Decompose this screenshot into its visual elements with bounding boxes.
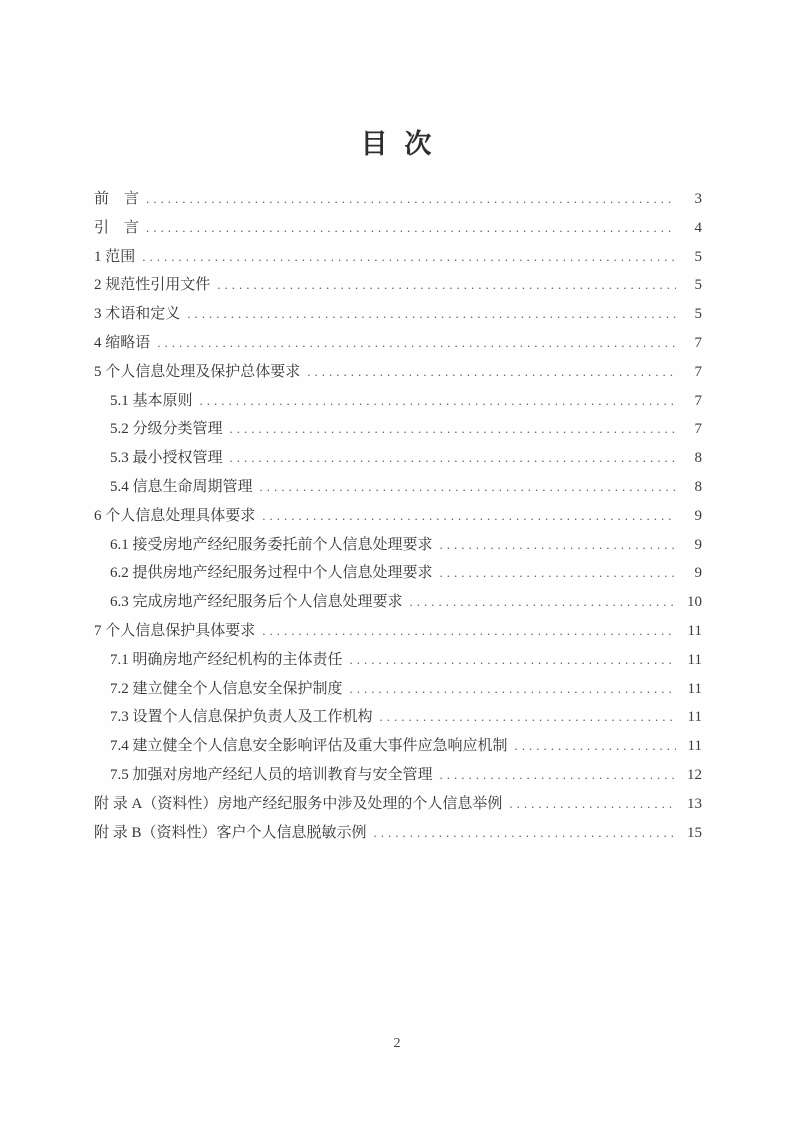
toc-entry-page: 7 xyxy=(694,334,702,351)
toc-leader-dots xyxy=(157,329,676,358)
toc-entry-label: 7.4 建立健全个人信息安全影响评估及重大事件应急响应机制 xyxy=(110,738,508,755)
toc-entry-label: 5.2 分级分类管理 xyxy=(110,421,223,438)
toc-entry-label: 引 言 xyxy=(94,219,140,236)
toc-entry-page: 12 xyxy=(687,766,702,783)
toc-leader-dots xyxy=(260,473,676,502)
toc-entry-page: 11 xyxy=(687,622,702,639)
toc-entry-page: 10 xyxy=(687,594,702,611)
toc-entry xyxy=(94,761,702,790)
page-footer xyxy=(0,1036,794,1052)
toc-entry xyxy=(94,675,702,704)
toc-entry-page: 9 xyxy=(694,536,702,553)
toc-entry-label: 7.5 加强对房地产经纪人员的培训教育与安全管理 xyxy=(110,766,433,783)
toc-leader-dots xyxy=(440,761,676,790)
page-number: 2 xyxy=(393,1036,401,1051)
toc-entry-page: 15 xyxy=(687,824,702,841)
toc-leader-dots xyxy=(230,415,676,444)
toc-entry xyxy=(94,243,702,272)
toc-entry-label: 5 个人信息处理及保护总体要求 xyxy=(94,363,301,380)
toc-entry xyxy=(94,819,702,848)
toc-leader-dots xyxy=(350,646,676,675)
toc-leader-dots xyxy=(410,588,676,617)
toc-entry-page: 4 xyxy=(694,219,702,236)
toc-entry-page: 3 xyxy=(694,191,702,207)
toc-leader-dots xyxy=(217,271,676,300)
toc-entry-page: 5 xyxy=(694,248,702,265)
toc-list xyxy=(94,185,702,847)
toc-entry-label: 5.4 信息生命周期管理 xyxy=(110,478,253,495)
toc-entry xyxy=(94,703,702,732)
toc-entry-page: 11 xyxy=(687,738,702,755)
toc-entry xyxy=(94,415,702,444)
toc-leader-dots xyxy=(187,300,676,329)
toc-entry-page: 11 xyxy=(687,651,702,668)
toc-entry xyxy=(94,502,702,531)
toc-leader-dots xyxy=(146,214,676,243)
toc-entry xyxy=(94,300,702,329)
toc-leader-dots xyxy=(440,559,676,588)
toc-entry-label: 7.1 明确房地产经纪机构的主体责任 xyxy=(110,651,343,668)
toc-entry-page: 13 xyxy=(687,795,702,812)
toc-entry xyxy=(94,271,702,300)
toc-entry-page: 8 xyxy=(694,450,702,467)
toc-entry xyxy=(94,531,702,560)
toc-entry xyxy=(94,387,702,416)
toc-entry xyxy=(94,732,702,761)
toc-entry-label: 6.3 完成房地产经纪服务后个人信息处理要求 xyxy=(110,594,403,611)
toc-entry-label: 附 录 B（资料性）客户个人信息脱敏示例 xyxy=(94,824,367,841)
toc-leader-dots xyxy=(515,732,676,761)
toc-entry-page: 5 xyxy=(694,306,702,323)
toc-entry-label: 5.3 最小授权管理 xyxy=(110,450,223,467)
toc-entry-label: 6 个人信息处理具体要求 xyxy=(94,507,256,524)
toc-entry xyxy=(94,358,702,387)
toc-entry xyxy=(94,617,702,646)
toc-title: 目 次 xyxy=(360,129,434,159)
toc-entry xyxy=(94,444,702,473)
toc-entry xyxy=(94,473,702,502)
toc-entry-page: 7 xyxy=(694,363,702,380)
toc-entry-page: 9 xyxy=(694,507,702,524)
toc-entry-page: 8 xyxy=(694,478,702,495)
toc-entry xyxy=(94,214,702,243)
toc-entry-label: 2 规范性引用文件 xyxy=(94,277,211,294)
toc-leader-dots xyxy=(374,819,676,848)
toc-leader-dots xyxy=(380,703,676,732)
toc-entry-label: 5.1 基本原则 xyxy=(110,392,193,409)
toc-leader-dots xyxy=(509,790,676,819)
toc-leader-dots xyxy=(350,675,676,704)
toc-entry-page: 7 xyxy=(694,392,702,409)
toc-entry-page: 11 xyxy=(687,709,702,726)
toc-entry-page: 9 xyxy=(694,565,702,582)
toc-entry xyxy=(94,790,702,819)
toc-leader-dots xyxy=(307,358,676,387)
toc-entry-label: 6.1 接受房地产经纪服务委托前个人信息处理要求 xyxy=(110,536,433,553)
toc-leader-dots xyxy=(146,185,676,214)
toc-entry xyxy=(94,185,702,214)
toc-entry-label: 4 缩略语 xyxy=(94,334,151,351)
toc-entry xyxy=(94,646,702,675)
toc-entry-label: 7 个人信息保护具体要求 xyxy=(94,622,256,639)
toc-leader-dots xyxy=(142,243,676,272)
toc-entry-label: 1 范围 xyxy=(94,248,136,265)
toc-leader-dots xyxy=(230,444,676,473)
toc-leader-dots xyxy=(440,531,676,560)
toc-entry xyxy=(94,559,702,588)
toc-entry xyxy=(94,329,702,358)
toc-entry-label: 6.2 提供房地产经纪服务过程中个人信息处理要求 xyxy=(110,565,433,582)
toc-entry-label: 7.3 设置个人信息保护负责人及工作机构 xyxy=(110,709,373,726)
toc-entry-label: 前 言 xyxy=(94,191,140,207)
toc-entry-label: 7.2 建立健全个人信息安全保护制度 xyxy=(110,680,343,697)
toc-leader-dots xyxy=(262,502,676,531)
toc-entry xyxy=(94,588,702,617)
toc-entry-page: 7 xyxy=(694,421,702,438)
toc-leader-dots xyxy=(200,387,676,416)
toc-entry-page: 11 xyxy=(687,680,702,697)
toc-entry-label: 3 术语和定义 xyxy=(94,306,181,323)
toc-leader-dots xyxy=(262,617,676,646)
toc-entry-page: 5 xyxy=(694,277,702,294)
toc-entry-label: 附 录 A（资料性）房地产经纪服务中涉及处理的个人信息举例 xyxy=(94,795,503,812)
